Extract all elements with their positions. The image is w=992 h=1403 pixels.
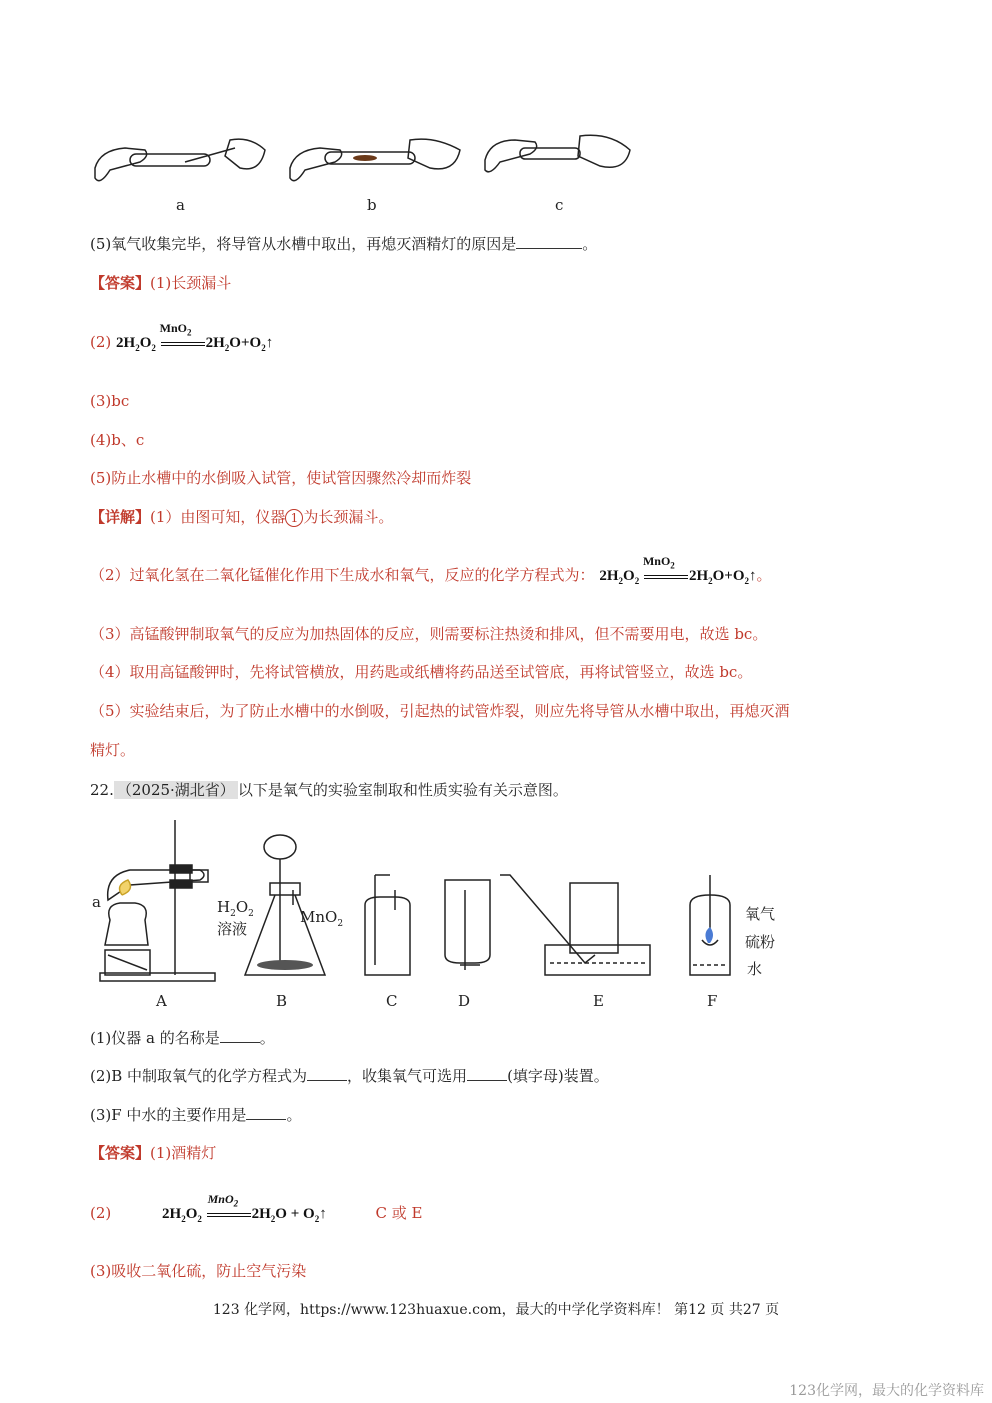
fig2-oxygen: 氧气 [745, 905, 776, 923]
detail1-line1: 【详解】(1）由图可知，仪器 1 为长颈漏斗。 [90, 508, 394, 526]
answer1-line3: (3)bc [90, 392, 130, 410]
fig2-water: 水 [747, 960, 763, 978]
answer2-line1: 【答案】(1)酒精灯 [90, 1144, 217, 1162]
apparatus-e [500, 875, 650, 975]
page-footer: 123 化学网，https://www.123huaxue.com，最大的中学化学资料库！ 第12 页 共27 页 [212, 1302, 780, 1318]
apparatus-figure [90, 815, 790, 990]
apparatus-f [690, 875, 730, 975]
q22-part1: (1)仪器 a 的名称是 。 [90, 1029, 275, 1047]
hand-sketch-b [290, 139, 460, 181]
fig2-label-C: C [386, 992, 398, 1010]
watermark: 123化学网，最大的化学资料库 [789, 1383, 984, 1399]
circled-number: 1 [285, 509, 303, 527]
fig2-solution: 溶液 [217, 920, 248, 938]
test-tube-operation-figure [90, 128, 650, 193]
question-22-stem: 22. （2025·湖北省） 以下是氧气的实验室制取和性质实验有关示意图。 [90, 781, 568, 799]
answer1-line4: (4)b、c [90, 431, 145, 449]
apparatus-a [100, 820, 215, 981]
fig2-label-A: A [156, 992, 167, 1010]
chem-equation-3: $2H_2O_2$ MnO$_2$ $2H_2O$ + $O_2↑$ [162, 1192, 327, 1224]
fig1-label-c: c [555, 196, 564, 214]
answer-tag: 【答案】 [90, 274, 151, 292]
apparatus-d [445, 880, 490, 970]
detail1-line4: （4）取用高锰酸钾时，先将试管横放，用药匙或纸槽将药品送至试管底，再将试管竖立，故选 bc。 [90, 663, 753, 681]
source-tag: （2025·湖北省） [114, 781, 238, 799]
chem-equation: $2H_2O_2$ MnO$_2$ $2H_2O+O_2↑$ [116, 321, 274, 353]
fig2-mno2: MnO$_2$ [300, 908, 344, 929]
answer1-line5: (5)防止水槽中的水倒吸入试管，使试管因骤然冷却而炸裂 [90, 469, 472, 487]
hand-sketch-c [485, 135, 630, 172]
chem-equation-2: $2H_2O_2$ MnO$_2$ $2H_2O+O_2↑$ [599, 554, 757, 586]
answer2-line2: (2) $2H_2O_2$ MnO$_2$ $2H_2O$ + $O_2↑$ C 或 E [90, 1203, 422, 1229]
fig1-label-b: b [367, 196, 377, 214]
fig2-sulfur: 硫粉 [745, 933, 776, 951]
apparatus-c [365, 875, 410, 975]
q22-part3: (3)F 中水的主要作用是 。 [90, 1106, 302, 1124]
fig2-label-D: D [458, 992, 471, 1010]
fig2-label-a-small: a [92, 893, 101, 911]
answer2-line3: (3)吸收二氧化硫，防止空气污染 [90, 1262, 307, 1280]
fig2-h2o2: $H_2O_2$ [217, 898, 254, 919]
fig2-label-B: B [276, 992, 288, 1010]
detail1-line2: （2）过氧化氢在二氧化锰催化作用下生成水和氧气，反应的化学方程式为： $2H_2O_2$ MnO$_2$ $2H_2O+O_2↑$。 [90, 565, 772, 591]
detail1-line5b: 精灯。 [90, 741, 136, 759]
answer1-line2: (2) $2H_2O_2$ MnO$_2$ $2H_2O+O_2↑$ [90, 332, 273, 358]
apparatus-b [245, 835, 325, 975]
question-5-prev: (5)氧气收集完毕，将导管从水槽中取出，再熄灭酒精灯的原因是 。 [90, 235, 598, 253]
fig1-label-a: a [176, 196, 185, 214]
fig2-label-F: F [707, 992, 718, 1010]
detail1-line3: （3）高锰酸钾制取氧气的反应为加热固体的反应，则需要标注热烫和排风，但不需要用电，故选 bc。 [90, 625, 768, 643]
detail1-line5a: （5）实验结束后，为了防止水槽中的水倒吸，引起热的试管炸裂，则应先将导管从水槽中取出，再熄灭酒 [90, 702, 790, 720]
q22-part2: (2)B 中制取氧气的化学方程式为 ，收集氧气可选用 (填字母)装置。 [90, 1067, 609, 1085]
hand-sketch-a [95, 139, 265, 181]
fig2-label-E: E [593, 992, 604, 1010]
answer1-line1: 【答案】(1)长颈漏斗 [90, 274, 232, 292]
